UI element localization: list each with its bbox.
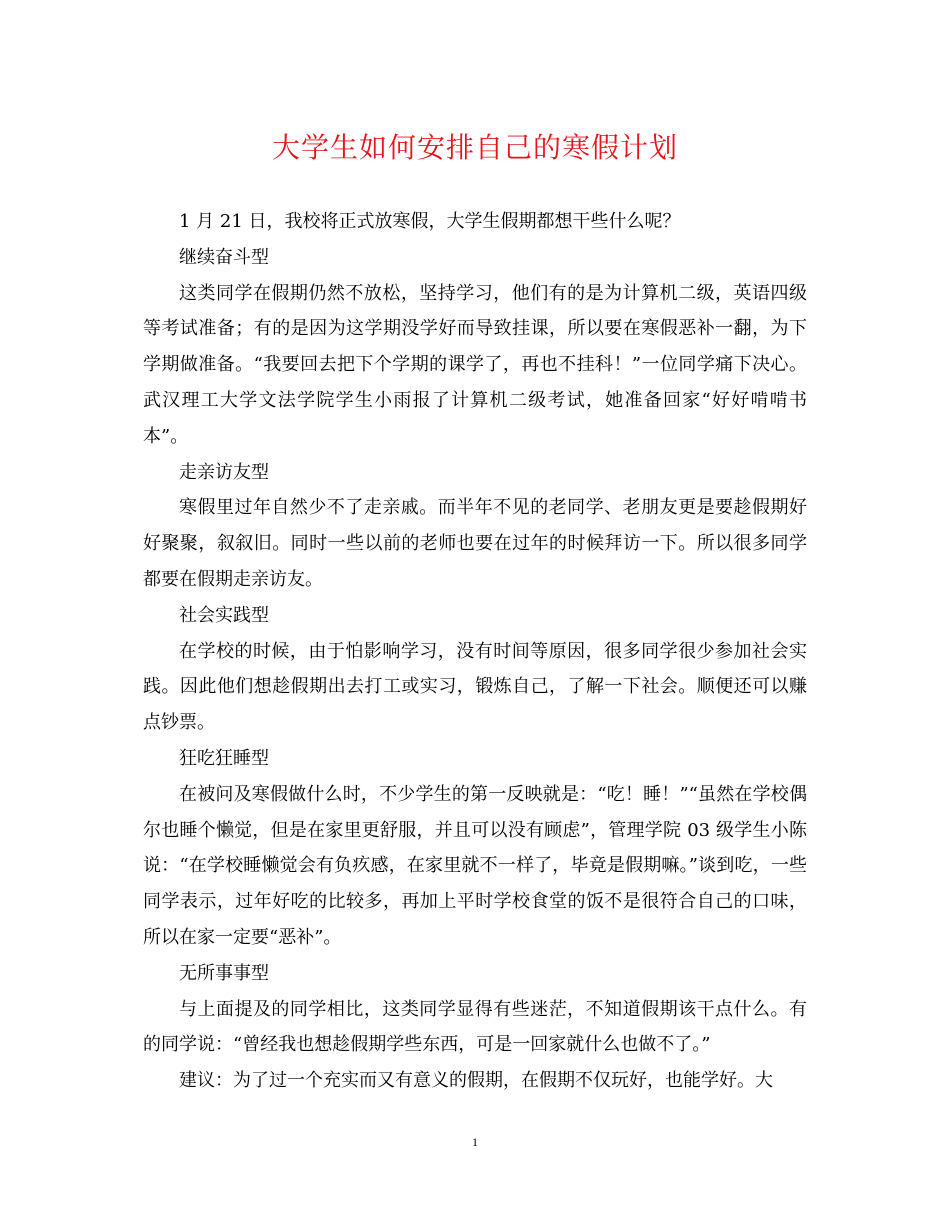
section-paragraph-keep-striving: 这类同学在假期仍然不放松，坚持学习，他们有的是为计算机二级，英语四级等考试准备；有的是因为这学期没学好而导致挂课，所以要在寒假恶补一翻，为下学期做准备。“我要回去把下个学期的课学了，再也不挂科！”一位同学痛下决心。武汉理工大学文法学院学生小雨报了计算机二级考试，她准备回家“好好啃啃书本”。 — [143, 282, 807, 447]
section-heading-visiting: 走亲访友型 — [179, 461, 269, 483]
section-heading-idle: 无所事事型 — [179, 962, 269, 984]
section-paragraph-eat-sleep: 在被问及寒假做什么时，不少学生的第一反映就是：“吃！睡！”“虽然在学校偶尔也睡个懒觉，但是在家里更舒服，并且可以没有顾虑”，管理学院 03 级学生小陈说：“在学校睡懒觉会有负疚感，在家里就不一样了，毕竟是假期嘛。”谈到吃，一些同学表示，过年好吃的比较多，再加上平时学校食堂的饭不是很符合自己的口味，所以在家一定要“恶补”。 — [143, 783, 807, 948]
page-number: 1 — [472, 1135, 478, 1149]
section-paragraph-idle: 与上面提及的同学相比，这类同学显得有些迷茫，不知道假期该干点什么。有的同学说：“曾经我也想趁假期学些东西，可是一回家就什么也做不了。” — [143, 998, 807, 1056]
section-paragraph-visiting: 寒假里过年自然少不了走亲戚。而半年不见的老同学、老朋友更是要趁假期好好聚聚，叙叙旧。同时一些以前的老师也要在过年的时候拜访一下。所以很多同学都要在假期走亲访友。 — [143, 497, 807, 590]
section-heading-social-practice: 社会实践型 — [179, 604, 269, 626]
section-heading-keep-striving: 继续奋斗型 — [179, 246, 269, 268]
intro-paragraph: 1 月 21 日，我校将正式放寒假，大学生假期都想干些什么呢？ — [179, 211, 681, 232]
document-body — [143, 204, 807, 1099]
suggestion-paragraph: 建议：为了过一个充实而又有意义的假期，在假期不仅玩好，也能学好。大 — [179, 1070, 773, 1092]
section-heading-eat-sleep: 狂吃狂睡型 — [179, 747, 269, 769]
document-title: 大学生如何安排自己的寒假计划 — [271, 131, 678, 164]
section-paragraph-social-practice: 在学校的时候，由于怕影响学习，没有时间等原因，很多同学很少参加社会实践。因此他们想趁假期出去打工或实习，锻炼自己，了解一下社会。顺便还可以赚点钞票。 — [143, 640, 807, 734]
